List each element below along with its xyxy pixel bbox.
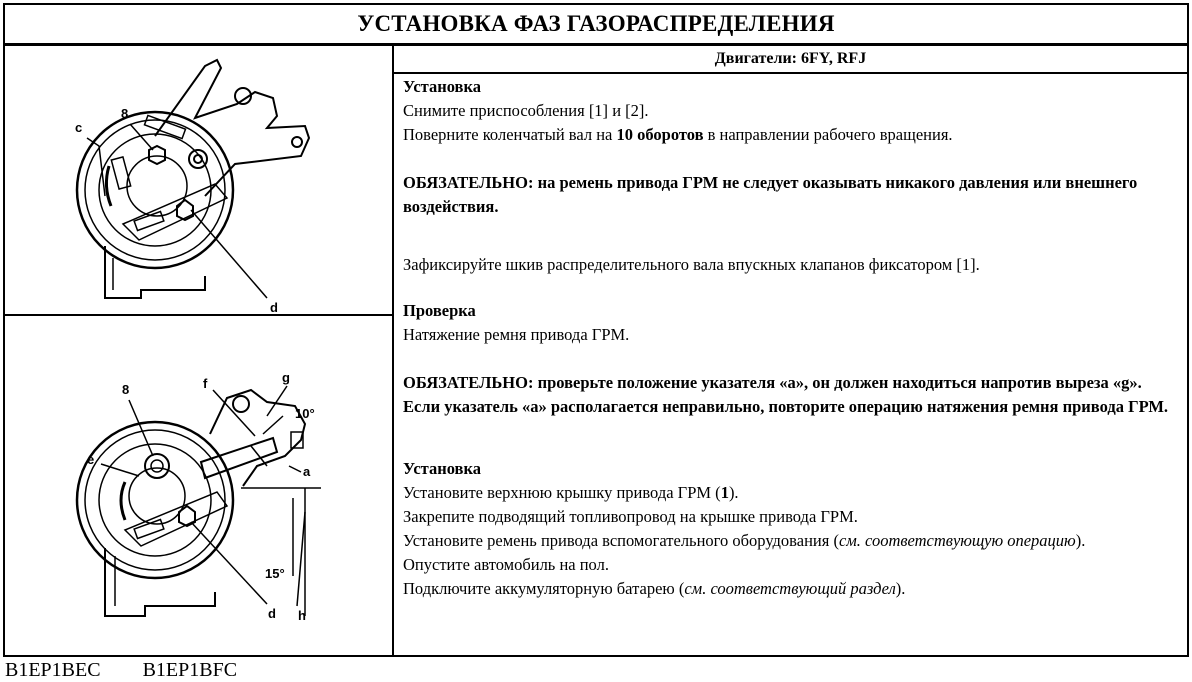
install-2-step-cover [403, 481, 1183, 505]
fig2-label-g: g [282, 370, 290, 385]
section-install-1-heading: Установка [403, 77, 481, 96]
figure-2 [5, 316, 392, 655]
footer-code-1: B1EP1BEC [5, 659, 101, 681]
page-title [3, 3, 1189, 45]
fig2-label-h: h [298, 608, 306, 623]
italic-fragment: см. соответствующий раздел [684, 579, 896, 598]
text-fragment: ). [895, 579, 906, 598]
install-2-step-battery [403, 577, 1183, 601]
column-divider [392, 46, 394, 655]
figure-1 [5, 46, 392, 314]
text-fragment: Установите ремень привода вспомогательного оборудования ( [403, 531, 839, 550]
fig2-label-15deg: 15° [265, 566, 285, 581]
engines-header [394, 46, 1187, 74]
fig2-label-e: e [87, 452, 95, 467]
fig1-label-c: c [75, 120, 83, 135]
text-fragment: Поверните коленчатый вал на [403, 125, 617, 144]
check-belt-tension: Натяжение ремня привода ГРМ. [403, 325, 630, 344]
bold-fragment: 10 оборотов [616, 125, 704, 144]
fig2-label-a: a [303, 464, 311, 479]
text-fragment: Зафиксируйте шкив распределительного вала впускных клапанов фиксатором [403, 255, 957, 274]
ref-2: [2] [625, 101, 645, 120]
check-warning-1: ОБЯЗАТЕЛЬНО: проверьте положение указателя «а», он должен находиться напротив выреза «g». [403, 373, 1142, 392]
spacer [403, 219, 1183, 253]
figure-2-drawing [5, 316, 392, 655]
page-title-text: УСТАНОВКА ФАЗ ГАЗОРАСПРЕДЕЛЕНИЯ [357, 11, 835, 36]
text-fragment: Подключите аккумуляторную батарею ( [403, 579, 685, 598]
text-fragment: ). [1075, 531, 1086, 550]
install-1-step-lock-pulley [403, 253, 1183, 277]
footer-codes [5, 659, 237, 682]
text-fragment: . [975, 255, 980, 274]
install-2-step-lower-vehicle: Опустите автомобиль на пол. [403, 555, 609, 574]
install-2-step-accessory-belt [403, 529, 1183, 553]
figure-1-drawing [5, 46, 392, 314]
section-install-2-heading: Установка [403, 459, 481, 478]
text-fragment: в направлении рабочего вращения. [703, 125, 953, 144]
spacer [403, 347, 1183, 371]
check-warning-2: Если указатель «а» располагается неправильно, повторите операцию натяжения ремня привода ГРМ. [403, 397, 1169, 416]
footer-code-2: B1EP1BFC [142, 659, 238, 681]
install-1-warning: ОБЯЗАТЕЛЬНО: на ремень привода ГРМ не следует оказывать никакого давления или внешнего воздействия. [403, 173, 1138, 216]
ref-1: [1] [956, 255, 976, 274]
fig1-label-d: d [270, 300, 278, 314]
spacer [403, 277, 1183, 299]
text-fragment: ). [728, 483, 739, 502]
section-check-heading: Проверка [403, 301, 476, 320]
text-fragment: и [608, 101, 626, 120]
text-fragment: Установите верхнюю крышку привода ГРМ ( [403, 483, 721, 502]
fig2-label-10deg: 10° [295, 406, 315, 421]
italic-fragment: см. соответствующую операцию [838, 531, 1076, 550]
install-2-step-fuel-line: Закрепите подводящий топливопровод на крышке привода ГРМ. [403, 507, 858, 526]
fig1-label-8: 8 [121, 106, 129, 121]
spacer [403, 147, 1183, 171]
ref-1: [1] [588, 101, 609, 120]
install-1-step-remove-tools [403, 99, 1183, 123]
fig2-label-8: 8 [122, 382, 130, 397]
fig2-label-d: d [268, 606, 276, 621]
instructions [403, 75, 1183, 601]
text-fragment: Снимите приспособления [403, 101, 589, 120]
install-1-step-rotate-crankshaft [403, 123, 1183, 147]
main-table [3, 44, 1189, 657]
ref-1: 1 [720, 483, 729, 502]
engines-text: Двигатели: 6FY, RFJ [714, 50, 867, 67]
fig2-label-f: f [203, 376, 208, 391]
spacer [403, 419, 1183, 457]
text-fragment: . [644, 101, 649, 120]
